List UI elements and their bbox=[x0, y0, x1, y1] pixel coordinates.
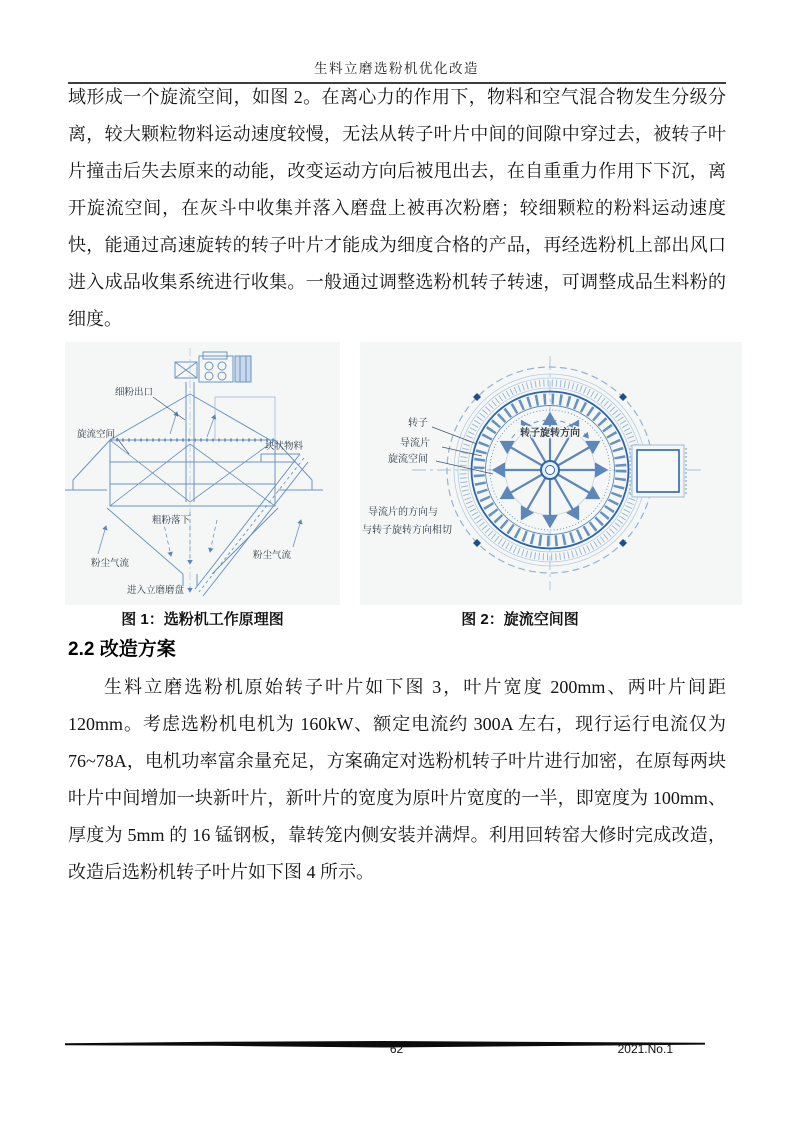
fig2-note-line1: 导流片的方向与 bbox=[368, 507, 438, 518]
fig1-label-swirl-space: 旋流空间 bbox=[77, 429, 116, 440]
classifier-principle-diagram bbox=[65, 342, 340, 600]
issue-number: 2021.No.1 bbox=[617, 1042, 673, 1056]
section-heading: 2.2 改造方案 bbox=[68, 639, 176, 660]
figures-row bbox=[65, 342, 742, 605]
page-number: 62 bbox=[389, 1042, 404, 1056]
fig2-note-line2: 与转子旋转方向相切 bbox=[362, 525, 452, 536]
fig1-label-fine-powder-outlet: 细粉出口 bbox=[115, 387, 154, 398]
fig1-label-enter-mill-table: 进入立磨磨盘 bbox=[127, 585, 185, 596]
figure-1-image bbox=[65, 342, 340, 605]
fig2-label-rotation-direction: 转子旋转方向 bbox=[520, 428, 580, 439]
fig1-label-dust-airflow-right: 粉尘气流 bbox=[253, 550, 292, 561]
fig1-label-coarse-powder-falls: 粗粉落下 bbox=[152, 515, 191, 526]
running-title: 生料立磨选粉机优化改造 bbox=[314, 61, 479, 76]
paragraph-2: 生料立磨选粉机原始转子叶片如下图 3，叶片宽度 200mm、两叶片间距 120mm。考虑选粉机电机为 160kW、额定电流约 300A 左右，现行运行电流仅为 76~78A，电机功率富余量充足，方案确定对选粉机转子叶片进行加密，在原每两块叶片中间增加一块新叶片，新叶片的宽度为原叶片宽度的一半，即宽度为 100mm、厚度为 5mm 的 16 锰钢板，靠转笼内侧安装并满焊。利用回转窑大修时完成改造，改造后选粉机转子叶片如下图 4 所示。 bbox=[68, 677, 726, 882]
fig1-label-lump-material: 块状物料 bbox=[265, 441, 304, 452]
fig1-label-dust-airflow-left: 粉尘气流 bbox=[91, 558, 130, 569]
figure-2-image bbox=[360, 342, 742, 605]
fig2-label-swirl-space: 旋流空间 bbox=[388, 454, 428, 465]
fig2-label-guide-vane: 导流片 bbox=[400, 438, 430, 449]
swirl-space-diagram bbox=[360, 342, 742, 600]
footer-rule bbox=[65, 1035, 705, 1042]
fig2-label-rotor: 转子 bbox=[408, 418, 428, 429]
figure-2-caption: 图 2：旋流空间图 bbox=[461, 611, 579, 628]
figure-1-caption: 图 1：选粉机工作原理图 bbox=[121, 611, 284, 628]
paragraph-1: 域形成一个旋流空间，如图 2。在离心力的作用下，物料和空气混合物发生分级分离，较大颗粒物料运动速度较慢，无法从转子叶片中间的间隙中穿过去，被转子叶片撞击后失去原来的动能，改变运动方向后被甩出去，在自重重力作用下下沉，离开旋流空间，在灰斗中收集并落入磨盘上被再次粉磨；较细颗粒的粉料运动速度快，能通过高速旋转的转子叶片才能成为细度合格的产品，再经选粉机上部出风口进入成品收集系统进行收集。一般通过调整选粉机转子转速，可调整成品生料粉的细度。 bbox=[68, 87, 726, 329]
